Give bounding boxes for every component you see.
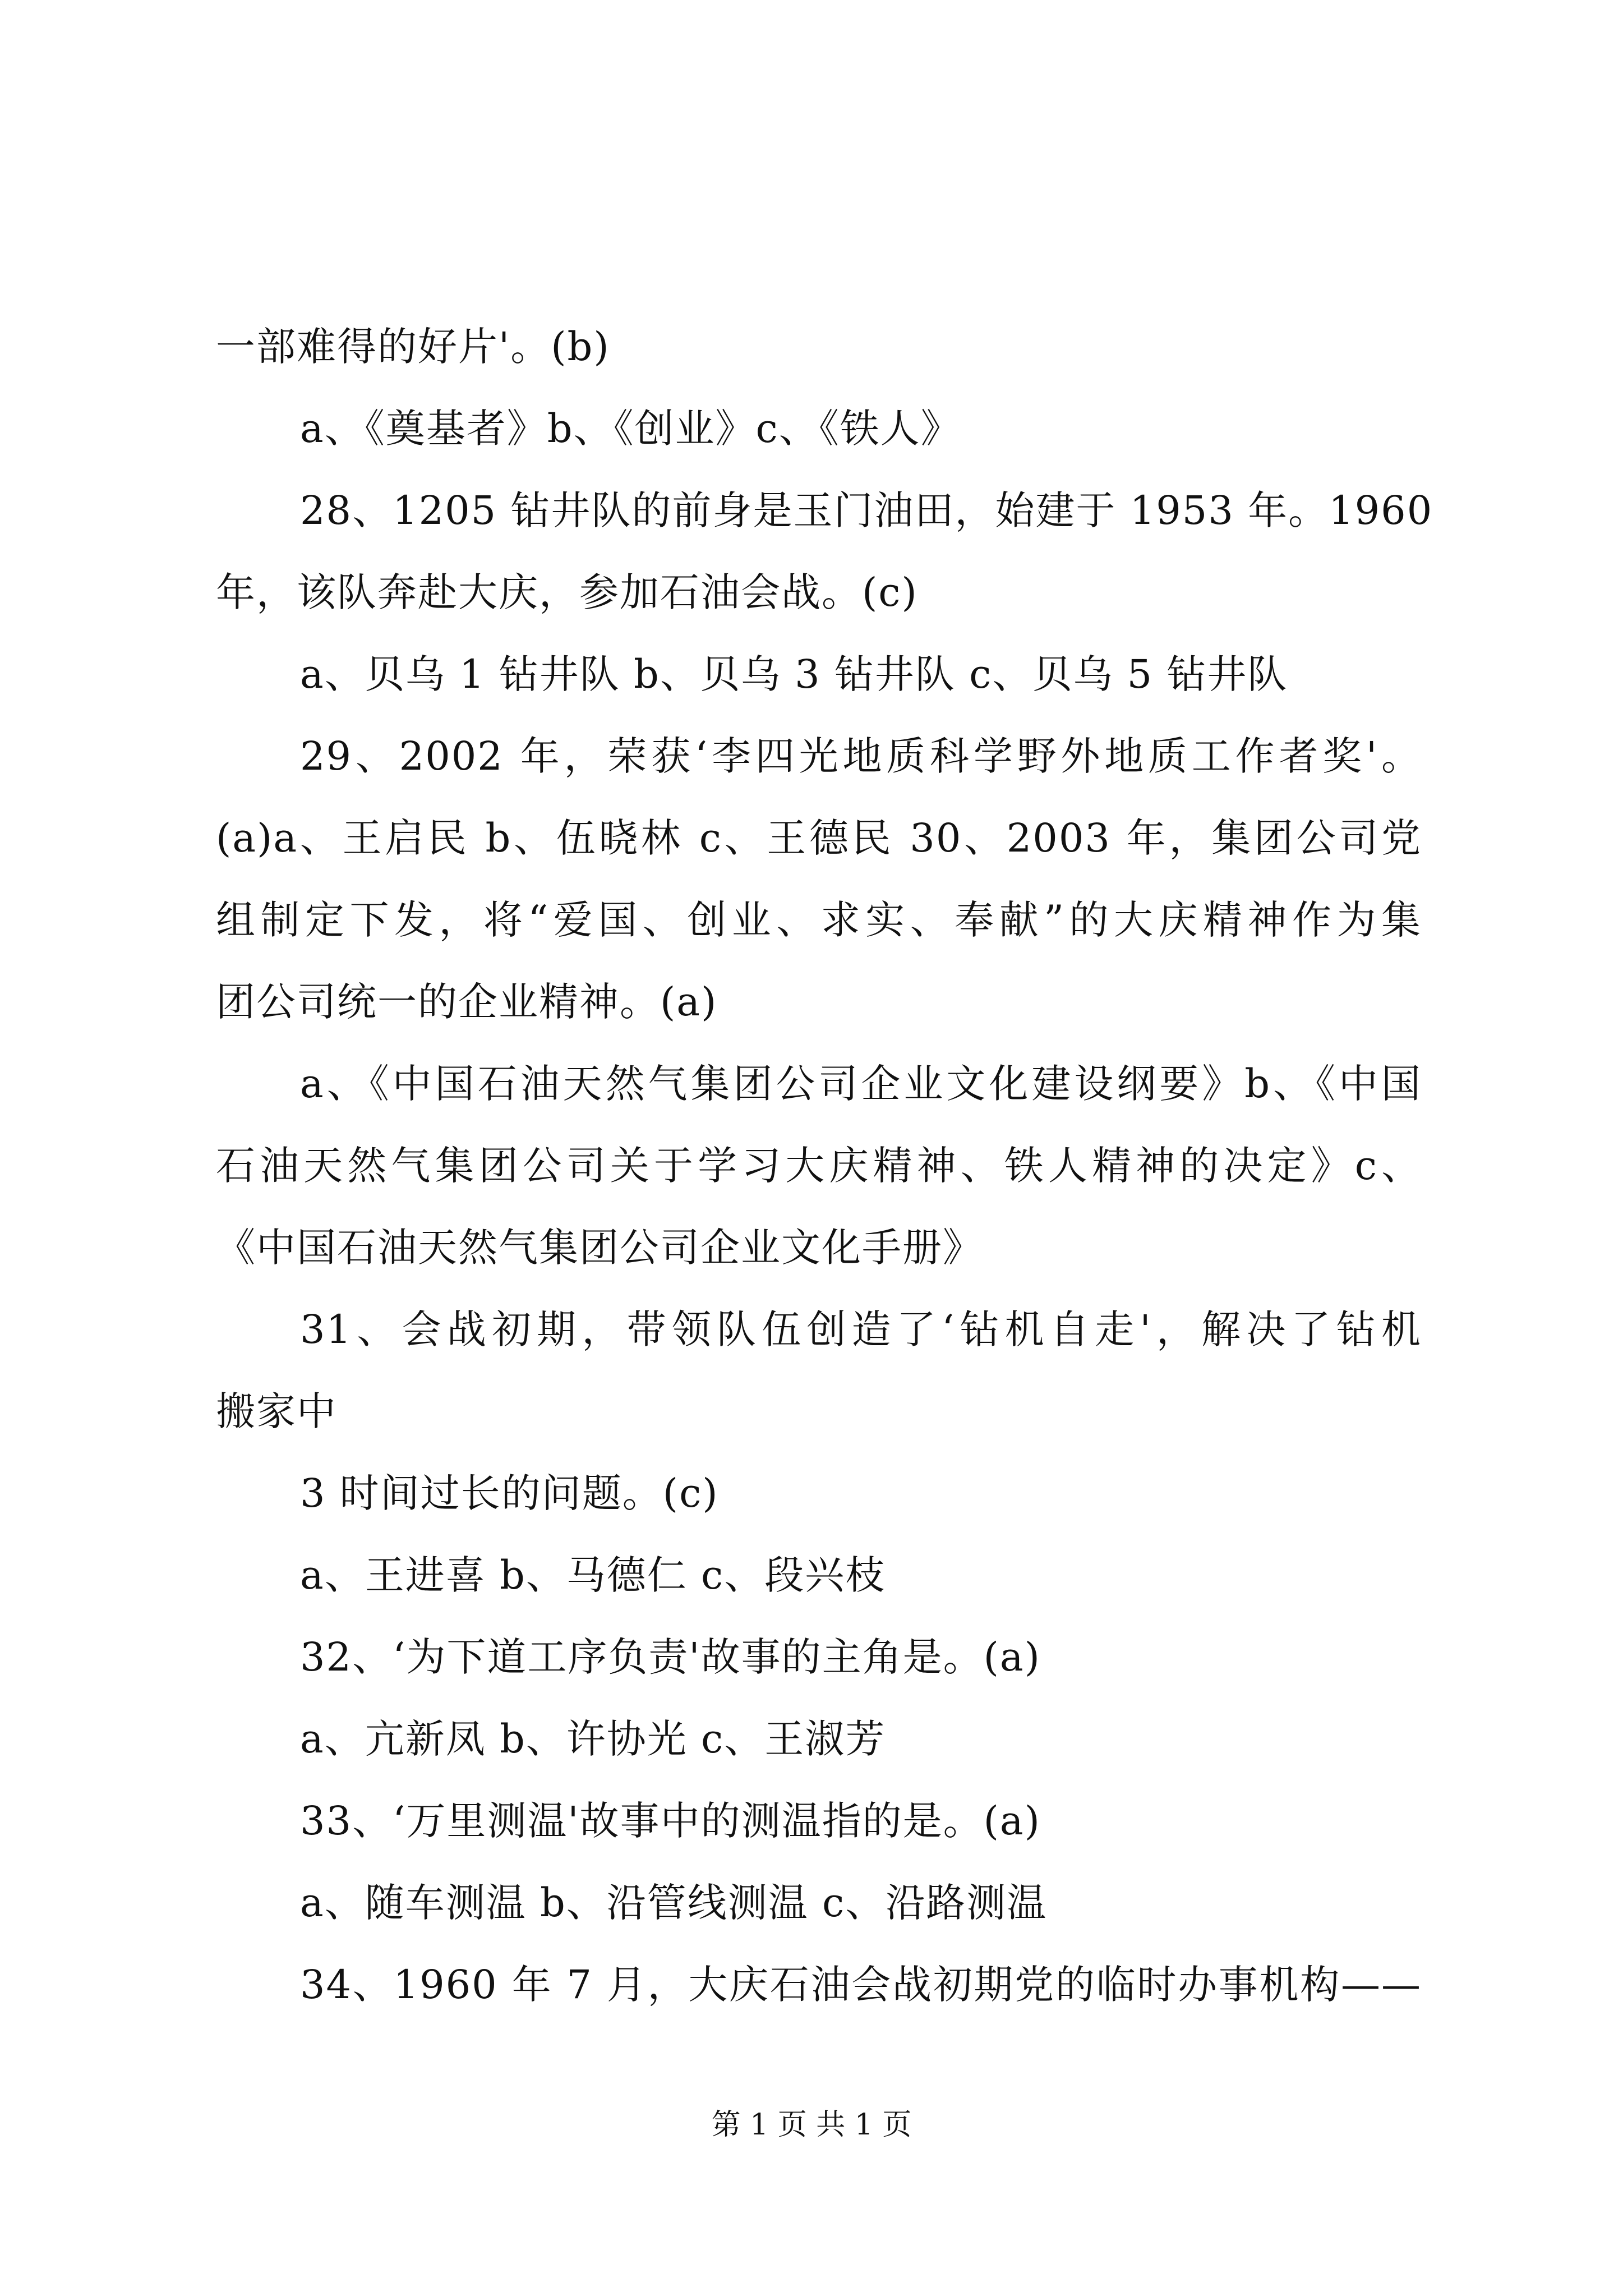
text-line: 一部难得的好片'。(b) <box>216 324 610 370</box>
text-line: 石油天然气集团公司关于学习大庆精神、铁人精神的决定》c、 <box>216 1143 1422 1189</box>
text-line: 团公司统一的企业精神。(a) <box>216 979 718 1025</box>
text-line: (a)a、王启民 b、伍晓林 c、王德民 30、2003 年，集团公司党 <box>216 815 1422 861</box>
text-line: 年，该队奔赴大庆，参加石油会战。(c) <box>216 569 918 615</box>
text-line: a、随车测温 b、沿管线测温 c、沿路测温 <box>300 1880 1048 1926</box>
text-line: a、《中国石油天然气集团公司企业文化建设纲要》b、《中国 <box>300 1061 1422 1107</box>
document-body <box>216 306 1433 2026</box>
text-line: 28、1205 钻井队的前身是玉门油田，始建于 1953 年。1960 <box>300 487 1433 533</box>
text-line: a、贝乌 1 钻井队 b、贝乌 3 钻井队 c、贝乌 5 钻井队 <box>300 651 1288 697</box>
text-line: 31、会战初期，带领队伍创造了‘钻机自走'，解决了钻机 <box>300 1306 1422 1352</box>
text-line: 34、1960 年 7 月，大庆石油会战初期党的临时办事机构—— <box>300 1962 1422 2008</box>
text-line: 29、2002 年，荣获‘李四光地质科学野外地质工作者奖'。 <box>300 733 1422 779</box>
text-line: 《中国石油天然气集团公司企业文化手册》 <box>216 1225 983 1271</box>
text-line: 3 时间过长的问题。(c) <box>300 1470 719 1516</box>
text-line: a、王进喜 b、马德仁 c、段兴枝 <box>300 1552 886 1598</box>
text-line: a、亢新凤 b、许协光 c、王淑芳 <box>300 1716 886 1762</box>
text-line: 搬家中 <box>216 1388 337 1434</box>
page-number-footer: 第 1 页 共 1 页 <box>711 2108 912 2142</box>
text-line: 组制定下发，将“爱国、创业、求实、奉献”的大庆精神作为集 <box>216 897 1422 943</box>
text-line: 32、‘为下道工序负责'故事的主角是。(a) <box>300 1634 1041 1680</box>
text-line: a、《奠基者》b、《创业》c、《铁人》 <box>300 406 961 452</box>
text-line: 33、‘万里测温'故事中的测温指的是。(a) <box>300 1798 1041 1844</box>
